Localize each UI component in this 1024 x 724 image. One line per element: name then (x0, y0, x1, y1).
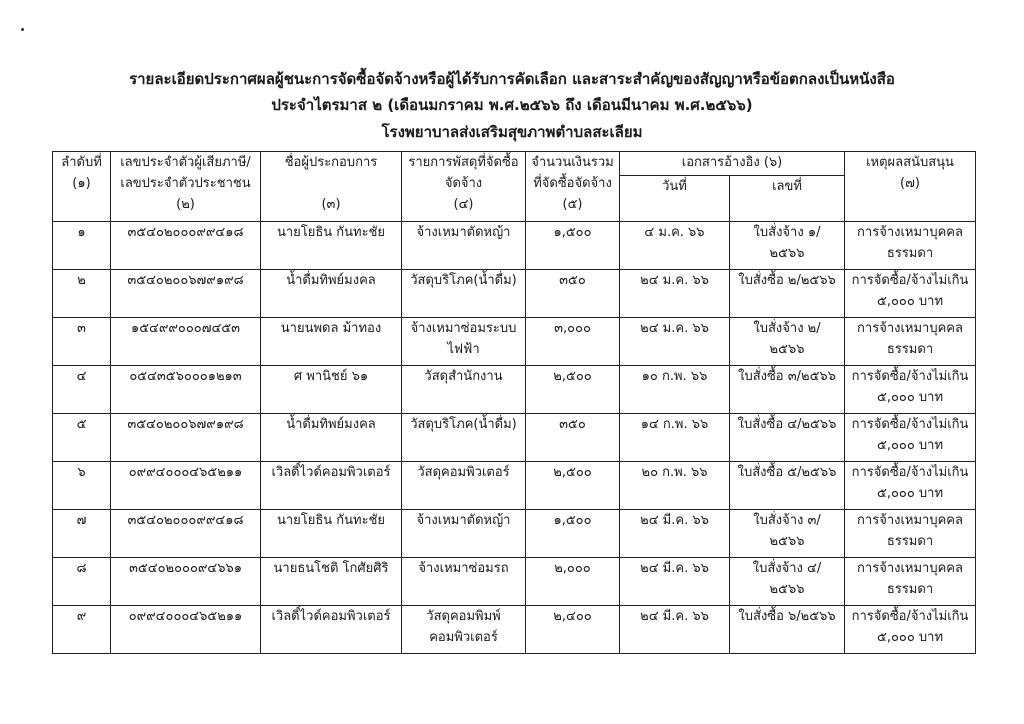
header-ref-date: วันที่ (620, 176, 730, 222)
row-tax-id (111, 510, 261, 558)
row-vendor (261, 510, 402, 558)
row-item-text: วัสดุสำนักงาน (424, 369, 503, 384)
table-row (53, 270, 976, 318)
row-sequence-text: ๓ (77, 321, 86, 336)
row-sequence-text: ๒ (77, 273, 86, 288)
table-row (53, 606, 976, 654)
row-reason-text: การจัดซื้อ/จ้างไม่เกิน (851, 609, 969, 624)
row-tax-id-text: ๐๕๔๓๕๖๐๐๐๑๒๑๓ (129, 369, 242, 384)
row-vendor-text: เวิลดิ์ไวด์คอมพิวเตอร์ (271, 609, 391, 624)
row-tax-id-text: ๓๕๔๐๒๐๐๐๙๔๖๖๑ (129, 561, 242, 576)
row-reason-text: การจ้างเหมาบุคคล (857, 225, 963, 240)
header-sequence: ลำดับที่ (๑) (53, 152, 111, 222)
row-sequence (53, 366, 111, 414)
row-reason (845, 366, 976, 414)
row-sequence (53, 462, 111, 510)
procurement-table (52, 151, 976, 654)
row-ref-date-text: ๒๔ มี.ค. ๖๖ (640, 561, 709, 576)
row-amount (526, 558, 620, 606)
row-tax-id (111, 558, 261, 606)
row-ref-number-text: ใบสั่งซื้อ ๒/๒๕๖๖ (738, 273, 836, 288)
row-ref-date-text: ๔ ม.ค. ๖๖ (644, 225, 705, 240)
row-reason-text: การจัดซื้อ/จ้างไม่เกิน (851, 465, 969, 480)
row-ref-number-text: ใบสั่งจ้าง ๒/ (753, 321, 821, 336)
row-reason-text: ๕,๐๐๐ บาท (877, 390, 944, 405)
row-ref-date (620, 318, 730, 366)
row-ref-number-text: ใบสั่งซื้อ ๕/๒๕๖๖ (737, 465, 837, 480)
row-sequence (53, 222, 111, 270)
row-tax-id (111, 366, 261, 414)
row-vendor-text: นายโยธิน กันทะชัย (276, 513, 386, 528)
row-ref-number-text: ๒๕๖๖ (769, 534, 805, 549)
row-amount (526, 318, 620, 366)
table-row (53, 318, 976, 366)
header-reason: เหตุผลสนับสนุน (๗) (845, 152, 976, 222)
row-sequence-text: ๖ (77, 465, 86, 480)
row-ref-date (620, 222, 730, 270)
row-tax-id (111, 318, 261, 366)
row-amount-text: ๑,๕๐๐ (553, 513, 592, 528)
row-ref-date-text: ๑๐ ก.พ. ๖๖ (641, 369, 708, 384)
row-ref-number-text: ใบสั่งจ้าง ๓/ (753, 513, 821, 528)
row-amount (526, 462, 620, 510)
row-sequence (53, 558, 111, 606)
row-reason-text: ธรรมดา (886, 534, 934, 549)
row-tax-id-text: ๓๕๔๐๒๐๐๐๙๙๔๑๘ (127, 225, 244, 240)
row-item-text: วัสดุบริโภค(น้ำดื่ม) (410, 273, 517, 288)
scan-dot (21, 28, 24, 31)
row-vendor (261, 270, 402, 318)
row-item (402, 414, 526, 462)
row-sequence (53, 270, 111, 318)
row-item (402, 462, 526, 510)
row-reason-text: การจัดซื้อ/จ้างไม่เกิน (851, 417, 969, 432)
document-title: รายละเอียดประกาศผลผู้ชนะการจัดซื้อจัดจ้างหรือผู้ได้รับการคัดเลือก และสาระสำคัญของสัญญาหรือข้อตกลงเป็นหนังสือ (129, 70, 895, 88)
table-row (53, 222, 976, 270)
row-amount (526, 270, 620, 318)
row-reason-text: ๕,๐๐๐ บาท (877, 630, 944, 645)
row-vendor (261, 558, 402, 606)
row-vendor (261, 222, 402, 270)
row-reason (845, 414, 976, 462)
row-item-text: จ้างเหมาซ่อมระบบ (410, 321, 517, 336)
table-row (53, 558, 976, 606)
row-amount-text: ๓๕๐ (559, 417, 586, 432)
row-item (402, 366, 526, 414)
document-organization: โรงพยาบาลส่งเสริมสุขภาพตำบลสะเลียม (381, 123, 643, 141)
row-sequence (53, 510, 111, 558)
row-ref-number-text: ใบสั่งซื้อ ๓/๒๕๖๖ (738, 369, 836, 384)
row-vendor (261, 414, 402, 462)
row-sequence-text: ๕ (76, 417, 87, 432)
row-tax-id-text: ๓๕๔๐๒๐๐๖๗๙๑๙๘ (127, 273, 244, 288)
row-ref-date-text: ๒๐ ก.พ. ๖๖ (641, 465, 708, 480)
header-vendor: ชื่อผู้ประกอบการ (๓) (261, 152, 402, 222)
row-sequence-text: ๙ (76, 609, 87, 624)
row-reason (845, 510, 976, 558)
row-item-text: ไฟฟ้า (447, 342, 480, 357)
row-amount-text: ๒,๐๐๐ (554, 561, 591, 576)
row-item (402, 510, 526, 558)
row-ref-number (730, 414, 845, 462)
row-amount-text: ๒,๕๐๐ (553, 465, 592, 480)
row-ref-date (620, 414, 730, 462)
row-ref-number (730, 366, 845, 414)
row-sequence-text: ๘ (76, 561, 87, 576)
row-reason (845, 558, 976, 606)
row-ref-date (620, 366, 730, 414)
row-item-text: วัสดุคอมพิวเตอร์ (417, 465, 510, 480)
row-reason-text: การจ้างเหมาบุคคล (857, 513, 963, 528)
row-tax-id (111, 270, 261, 318)
row-tax-id-text: ๓๕๔๐๒๐๐๖๗๙๑๙๘ (127, 417, 244, 432)
row-vendor (261, 366, 402, 414)
row-tax-id-text: ๐๙๙๔๐๐๐๔๖๕๒๑๑ (128, 465, 243, 480)
row-ref-number-text: ใบสั่งจ้าง ๑/ (753, 225, 821, 240)
row-ref-date-text: ๒๔ มี.ค. ๖๖ (640, 609, 709, 624)
row-reason-text: ธรรมดา (886, 246, 934, 261)
row-reason-text: ๕,๐๐๐ บาท (877, 294, 944, 309)
row-amount (526, 366, 620, 414)
row-amount (526, 222, 620, 270)
row-ref-number-text: ๒๕๖๖ (769, 246, 805, 261)
row-ref-date (620, 558, 730, 606)
row-vendor-text: ศ พานิชย์ ๖๑ (293, 369, 369, 384)
row-tax-id-text: ๐๙๙๔๐๐๐๔๖๕๒๑๑ (128, 609, 243, 624)
row-sequence-text: ๔ (76, 369, 87, 384)
row-reason-text: การจัดซื้อ/จ้างไม่เกิน (851, 369, 969, 384)
row-ref-number (730, 318, 845, 366)
row-item-text: จ้างเหมาตัดหญ้า (416, 225, 511, 240)
row-item-text: วัสดุคอมพิมพ์ (426, 609, 501, 624)
row-sequence (53, 318, 111, 366)
row-amount-text: ๑,๕๐๐ (553, 225, 592, 240)
table-row (53, 462, 976, 510)
row-item-text: จ้างเหมาซ่อมรถ (418, 561, 509, 576)
row-tax-id (111, 414, 261, 462)
row-ref-date (620, 606, 730, 654)
row-reason-text: การจ้างเหมาบุคคล (857, 561, 963, 576)
row-amount-text: ๓๕๐ (559, 273, 586, 288)
row-ref-number (730, 222, 845, 270)
row-vendor-text: น้ำดื่มทิพย์มงคล (286, 417, 376, 432)
row-amount-text: ๒,๕๐๐ (553, 369, 592, 384)
row-tax-id (111, 222, 261, 270)
row-ref-number-text: ใบสั่งซื้อ ๔/๒๕๖๖ (737, 417, 837, 432)
row-ref-number (730, 510, 845, 558)
row-ref-number-text: ๒๕๖๖ (769, 582, 805, 597)
row-item (402, 318, 526, 366)
row-reason (845, 606, 976, 654)
row-vendor-text: นายโยธิน กันทะชัย (276, 225, 386, 240)
row-reason (845, 318, 976, 366)
row-reason-text: การจัดซื้อ/จ้างไม่เกิน (851, 273, 969, 288)
row-reason (845, 462, 976, 510)
row-item (402, 558, 526, 606)
row-reason (845, 222, 976, 270)
row-amount (526, 414, 620, 462)
header-reference-group: เอกสารอ้างอิง (๖) (620, 152, 845, 176)
row-item-text: วัสดุบริโภค(น้ำดื่ม) (410, 417, 517, 432)
row-reason-text: การจ้างเหมาบุคคล (857, 321, 963, 336)
table-row (53, 414, 976, 462)
row-vendor-text: เวิลดิ์ไวด์คอมพิวเตอร์ (271, 465, 391, 480)
row-amount (526, 606, 620, 654)
row-vendor (261, 462, 402, 510)
row-reason-text: ๕,๐๐๐ บาท (877, 438, 944, 453)
row-tax-id (111, 606, 261, 654)
row-amount-text: ๓,๐๐๐ (554, 321, 591, 336)
row-ref-number (730, 270, 845, 318)
row-item-text: จ้างเหมาตัดหญ้า (416, 513, 511, 528)
row-item (402, 222, 526, 270)
row-item-text: คอมพิวเตอร์ (429, 630, 498, 645)
header-ref-number: เลขที่ (730, 176, 845, 222)
row-vendor (261, 318, 402, 366)
header-tax-id: เลขประจำตัวผู้เสียภาษี/ เลขประจำตัวประชาชน (๒) (111, 152, 261, 222)
row-amount (526, 510, 620, 558)
row-sequence-text: ๗ (76, 513, 87, 528)
row-tax-id-text: ๑๕๔๙๙๐๐๐๗๔๕๓ (130, 321, 241, 336)
row-sequence-text: ๑ (77, 225, 86, 240)
document-period: ประจำไตรมาส ๒ (เดือนมกราคม พ.ศ.๒๕๖๖ ถึง เดือนมีนาคม พ.ศ.๒๕๖๖) (271, 96, 753, 114)
row-ref-date-text: ๑๔ ก.พ. ๖๖ (640, 417, 709, 432)
row-ref-number (730, 558, 845, 606)
row-ref-date-text: ๒๔ ม.ค. ๖๖ (640, 273, 709, 288)
row-ref-date (620, 270, 730, 318)
row-reason (845, 270, 976, 318)
row-ref-date (620, 510, 730, 558)
row-tax-id-text: ๓๕๔๐๒๐๐๐๙๙๔๑๘ (127, 513, 244, 528)
header-amount: จำนวนเงินรวม ที่จัดซื้อจัดจ้าง (๕) (526, 152, 620, 222)
row-sequence (53, 606, 111, 654)
row-ref-number-text: ๒๕๖๖ (769, 342, 805, 357)
row-ref-date-text: ๒๔ มี.ค. ๖๖ (640, 513, 709, 528)
row-ref-number (730, 462, 845, 510)
header-item: รายการพัสดุที่จัดซื้อ จัดจ้าง (๔) (402, 152, 526, 222)
table-row (53, 366, 976, 414)
row-vendor-text: นายธนโชติ โกศัยศิริ (273, 561, 389, 576)
row-item (402, 606, 526, 654)
row-vendor-text: น้ำดื่มทิพย์มงคล (286, 273, 376, 288)
row-ref-date-text: ๒๔ ม.ค. ๖๖ (640, 321, 709, 336)
row-reason-text: ๕,๐๐๐ บาท (877, 486, 944, 501)
row-ref-number (730, 606, 845, 654)
row-reason-text: ธรรมดา (886, 582, 934, 597)
row-tax-id (111, 462, 261, 510)
row-ref-date (620, 462, 730, 510)
row-ref-number-text: ใบสั่งซื้อ ๖/๒๕๖๖ (738, 609, 836, 624)
row-vendor-text: นายนพดล ม้าทอง (280, 321, 382, 336)
row-reason-text: ธรรมดา (886, 342, 934, 357)
row-amount-text: ๒,๔๐๐ (553, 609, 592, 624)
table-row (53, 510, 976, 558)
row-item (402, 270, 526, 318)
row-vendor (261, 606, 402, 654)
row-ref-number-text: ใบสั่งจ้าง ๔/ (752, 561, 822, 576)
row-sequence (53, 414, 111, 462)
